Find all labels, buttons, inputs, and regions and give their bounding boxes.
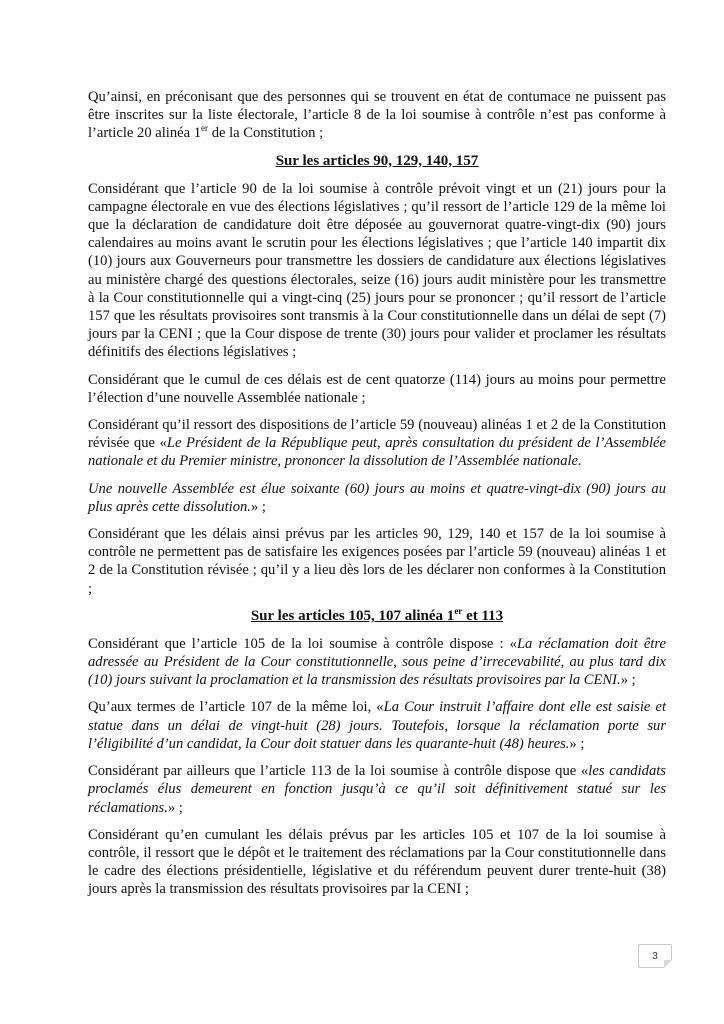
heading-text: et 113 (462, 607, 504, 624)
paragraph-text: » ; (250, 498, 266, 515)
paragraph-contumace (88, 88, 666, 143)
quoted-text: La Cour instruit l’affaire dont elle est saisie et statue dans un délai de vingt-huit (28) jours. Toutefois, lorsque la réclamation porte sur l’éligibilité d’un candidat, la Cour doit statuer dans les quarante-huit (48) heures. (88, 699, 667, 752)
section-heading-articles-90-129-140-157: Sur les articles 90, 129, 140, 157 (275, 152, 479, 169)
paragraph-text: Considérant qu’il ressort des dispositions de l’article 59 (nouveau) alinéas 1 et 2 de la Constitution révisée que « (88, 417, 666, 452)
paragraph-article-107 (88, 698, 666, 753)
superscript: er (454, 605, 463, 616)
paragraph-non-conformes: Considérant que les délais ainsi prévus par les articles 90, 129, 140 et 157 de la loi soumise à contrôle ne permettent pas de satisfaire les exigences posées par l’article 59 (nouveau) alinéas 1 et 2 de la Constitution révisée ; qu’il y a lieu dès lors de les déclarer non conformes à la Constitution ; (88, 526, 666, 597)
paragraph-delais-legislatives: Considérant que l’article 90 de la loi soumise à contrôle prévoit vingt et un (21) jours pour la campagne électorale en vue des élections législatives ; qu’il ressort de l’article 129 de la même loi que la déclaration de candidature doit être déposée au gouvernorat quatre-vingt-dix (90) jours calendaires au moins avant le scrutin pour les élections législatives ; que l’article 140 impartit dix (10) jours aux Gouverneurs pour transmettre les dossiers de candidature aux élections législatives au ministère chargé des questions électorales, seize (16) jours audit ministère pour les transmettre à la Cour constitutionnelle qui a vingt-cinq (25) jours pour se prononcer ; qu’il ressort de l’article 157 que les résultats provisoires sont transmis à la Cour constitutionnelle dans un délai de sept (7) jours par la CENI ; que la Cour dispose de trente (30) jours pour valider et proclamer les résultats définitifs des élections législatives ; (88, 180, 666, 361)
paragraph-article-59 (88, 416, 666, 471)
section-heading-articles-105-107-113 (88, 607, 666, 626)
paragraph-nouvelle-assemblee (88, 480, 666, 516)
paragraph-article-105 (88, 635, 666, 690)
paragraph-text: Considérant que l’article 105 de la loi soumise à contrôle dispose : « (88, 635, 517, 652)
paragraph-cumul-delais: Considérant que le cumul de ces délais est de cent quatorze (114) jours au moins pour permettre l’élection d’une nouvelle Assemblée nationale ; (88, 371, 666, 406)
paragraph-text: » ; (569, 735, 585, 752)
page-number: 3 (638, 944, 672, 968)
superscript: er (201, 123, 209, 134)
paragraph-article-113 (88, 762, 666, 817)
quoted-text: Le Président de la République peut, après consultation du président de l’Assemblée nationale et du Premier ministre, prononcer la dissolution de l’Assemblée nationale. (88, 435, 666, 470)
paragraph-text: Qu’aux termes de l’article 107 de la même loi, « (88, 699, 384, 716)
paragraph-text: Qu’ainsi, en préconisant que des personnes qui se trouvent en état de contumace ne puissent pas être inscrites sur la liste électorale, l’article 8 de la loi soumise à contrôle n’est pas conforme à l’article 20 alinéa 1 (88, 89, 666, 142)
paragraph-text: Considérant par ailleurs que l’article 113 de la loi soumise à contrôle dispose que « (88, 763, 589, 780)
heading-text: Sur les articles 105, 107 alinéa 1 (250, 607, 455, 624)
paragraph-text: » ; (167, 799, 183, 816)
quoted-text: les candidats proclamés élus demeurent en fonction jusqu’à ce qu’il soit définitivement statué sur les réclamations. (88, 763, 666, 816)
paragraph-text: de la Constitution ; (208, 125, 324, 142)
paragraph-cumul-reclamations: Considérant qu’en cumulant les délais prévus par les articles 105 et 107 de la loi soumise à contrôle, il ressort que le dépôt et le traitement des réclamations par la Cour constitutionnelle dans le cadre des élections présidentielle, législative et du référendum peuvent durer trente-huit (38) jours après la transmission des résultats provisoires par la CENI ; (88, 826, 666, 898)
quoted-text: La réclamation doit être adressée au Président de la Cour constitutionnelle, sous peine d’irrecevabilité, au plus tard dix (10) jours suivant la proclamation et la transmission des résultats provisoires par la CENI. (88, 635, 666, 689)
paragraph-text: » ; (620, 672, 636, 689)
quoted-text: Une nouvelle Assemblée est élue soixante (60) jours au moins et quatre-vingt-dix (90) jours au plus après cette dissolution. (88, 480, 666, 515)
